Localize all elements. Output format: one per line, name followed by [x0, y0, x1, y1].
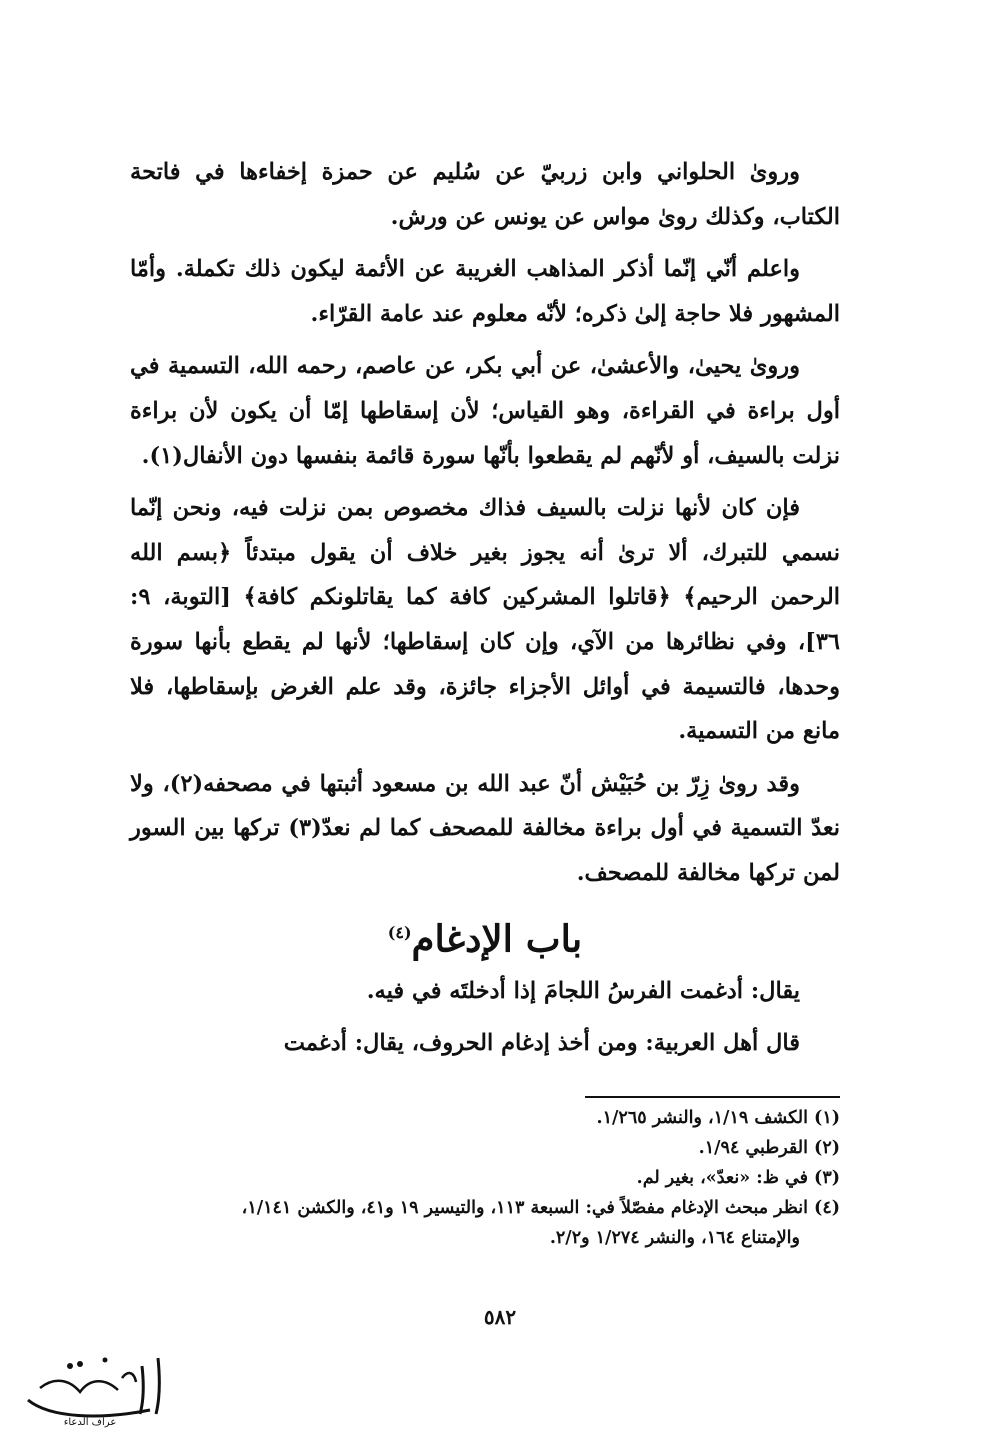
footnote-separator: [585, 1096, 840, 1098]
chapter-title: باب الإدغام: [411, 915, 583, 960]
footnote-2: (٢) القرطبي ١/٩٤.: [698, 1138, 840, 1158]
paragraph-4-text: فإن كان لأنها نزلت بالسيف فذاك مخصوص بمن نزلت فيه، ونحن إنّما نسمي للتبرك، ألا ترىٰ أنه يجوز بغير خلاف أن يقول مبتدئاً ﴿بسم الله الرحمن الرحيم﴾ ﴿قاتلوا المشركين كافة كما يقاتلونكم كافة﴾ [التوبة، ٩: ٣٦]، وفي نظائرها من الآي، وإن كان إسقاطها؛ لأنها لم يقطع بأنها سورة وحدها، فالتسيمة في أوائل الأجزاء جائزة، وقد علم الغرض بإسقاطها، فلا مانع من التسمية.: [130, 495, 840, 745]
paragraph-1-text: ورویٰ الحلواني وابن زربيّ عن سُليم عن حمزة إخفاءها في فاتحة الكتاب، وكذلك روىٰ مواس عن يونس عن ورش.: [130, 159, 840, 230]
footnotes: [130, 1103, 840, 1253]
logo-subtext: عراف الدعاء: [63, 1417, 117, 1428]
paragraph-3: [130, 344, 840, 478]
paragraph-2: [130, 247, 840, 336]
paragraph-5: [130, 762, 840, 896]
paragraph-3-text: وروىٰ يحيىٰ، والأعشىٰ، عن أبي بكر، عن عاصم، رحمه الله، التسمية في أول براءة في القراءة، وهو القياس؛ لأن إسقاطها إمّا أن يكون لأن براءة نزلت بالسيف، أو لأنّهم لم يقطعوا بأنّها سورة قائمة بنفسها دون الأنفال(١).: [130, 353, 840, 469]
publisher-logo: [10, 1348, 170, 1430]
paragraph-2-text: واعلم أنّي إنّما أذكر المذاهب الغريبة عن الأئمة ليكون ذلك تكملة. وأمّا المشهور فلا حاجة إلىٰ ذكره؛ لأنّه معلوم عند عامة القرّاء.: [130, 256, 840, 327]
page-number: ٥٨٢: [483, 1305, 517, 1329]
footnote-4-continuation: والإمتناع ١٦٤، والنشر ١/٢٧٤ و٢/٢.: [549, 1228, 800, 1248]
footnote-3: (٣) في ظ: «نعدّ»، بغير لم.: [636, 1168, 840, 1188]
paragraph-6-text: يقال: أدغمت الفرسُ اللجامَ إذا أدخلتَه في فيه.: [366, 977, 800, 1004]
paragraph-1: [130, 150, 840, 239]
footnote-4-text: (٤) انظر مبحث الإدغام مفصّلاً في: السبعة ١١٣، والتيسير ١٩ و٤١، والكشن ١/١٤١،: [241, 1198, 840, 1218]
paragraph-7: [130, 1021, 840, 1066]
chapter-footnote-ref: (٤): [387, 922, 412, 942]
paragraph-6: [130, 969, 840, 1014]
paragraph-4: [130, 486, 840, 754]
footnote-4: [130, 1193, 840, 1253]
paragraph-7-text: قال أهل العربية: ومن أخذ إدغام الحروف، يقال: أدغمت: [283, 1030, 800, 1057]
footnote-1: (١) الكشف ١/١٩، والنشر ١/٢٦٥.: [596, 1108, 840, 1128]
chapter-heading: [130, 904, 840, 967]
paragraph-5-text: وقد روىٰ زِرّ بن حُبَيْش أنّ عبد الله بن مسعود أثبتها في مصحفه(٢)، ولا نعدّ التسمية في أول براءة مخالفة للمصحف كما لم نعدّ(٣) تركها بين السور لمن تركها مخالفة للمصحف.: [130, 770, 841, 886]
page-body: [130, 150, 840, 1074]
